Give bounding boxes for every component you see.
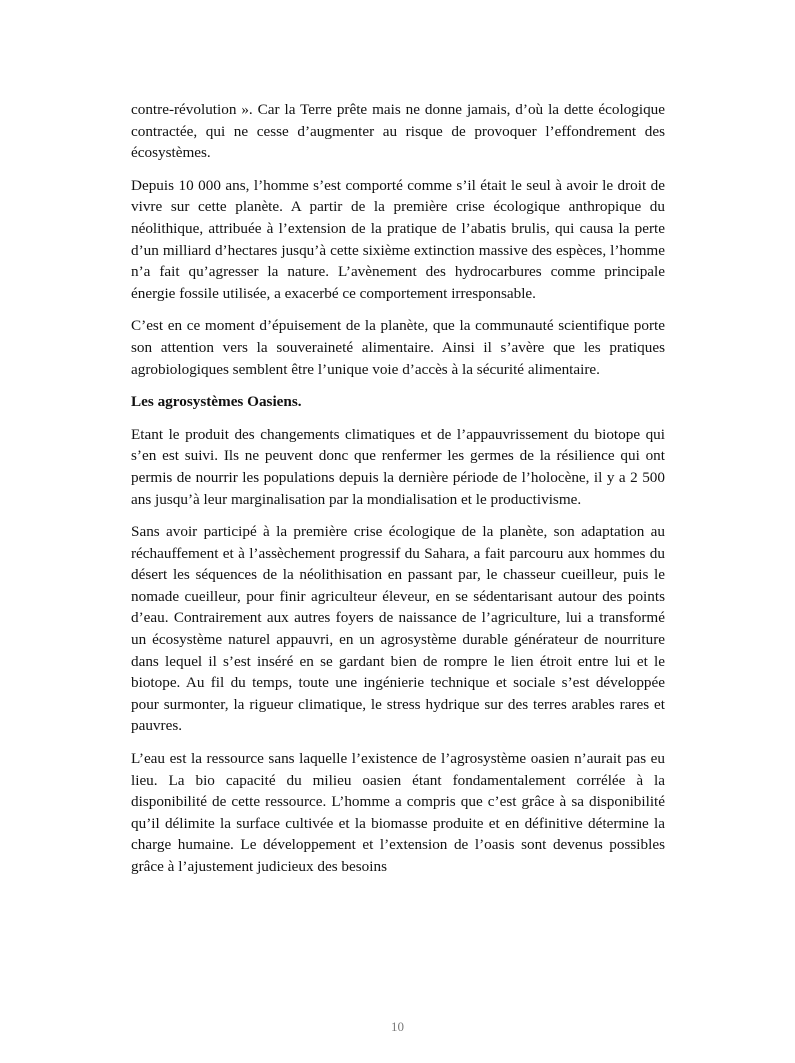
paragraph-epuisement-planete: C’est en ce moment d’épuisement de la planète, que la communauté scientifique porte son attention vers la souveraineté alimentaire. Ainsi il s’avère que les pratiques agrobiologiques semblent être l’unique voie d’accès à la sécurité alimentaire.	[131, 317, 665, 378]
paragraph-sans-avoir-participe: Sans avoir participé à la première crise écologique de la planète, son adaptation au réchauffement et à l’assèchement progressif du Sahara, a fait parcouru aux hommes du désert les séquences de la néolithisation en passant par, le chasseur cueilleur, puis le nomade cueilleur, pour finir agriculteur éleveur, en se sédentarisant autour des points d’eau. Contrairement aux autres foyers de naissance de l’agriculture, lui a transformé un écosystème naturel appauvri, en un agrosystème durable générateur de nourriture dans lequel il s’est inséré en se gardant bien de rompre le lien étroit entre lui et le biotope. Au fil du temps, toute une ingénierie technique et sociale s’est développée pour surmonter, la rigueur climatique, le stress hydrique sur des terres arables rares et pauvres.	[131, 523, 665, 735]
paragraph-contre-revolution: contre-révolution ». Car la Terre prête mais ne donne jamais, d’où la dette écologique contractée, qui ne cesse d’augmenter au risque de provoquer l’effondrement des écosystèmes.	[131, 101, 665, 162]
paragraph-etant-le-produit: Etant le produit des changements climatiques et de l’appauvrissement du biotope qui s’en est suivi. Ils ne peuvent donc que renfermer les germes de la résilience qui ont permis de nourrir les populations depuis la dernière période de l’holocène, il y a 2 500 ans jusqu’à leur marginalisation par la mondialisation et le productivisme.	[131, 425, 665, 508]
page-number: 10	[391, 1019, 404, 1034]
page-body	[131, 99, 665, 889]
section-heading: Les agrosystèmes Oasiens.	[131, 393, 302, 411]
paragraph-leau-ressource: L’eau est la ressource sans laquelle l’existence de l’agrosystème oasien n’aurait pas eu lieu. La bio capacité du milieu oasien étant fondamentalement corrélée à la disponibilité de cette ressource. L’homme a compris que c’est grâce à sa disponibilité qu’il délimite la surface cultivée et la biomasse produite et en définitive détermine la charge humaine. Le développement et l’extension de l’oasis sont devenus possibles grâce à l’ajustement judicieux des besoins	[131, 750, 665, 875]
paragraph-depuis-10000-ans: Depuis 10 000 ans, l’homme s’est comporté comme s’il était le seul à avoir le droit de vivre sur cette planète. A partir de la première crise écologique anthropique du néolithique, attribuée à l’extension de la pratique de l’abatis brulis, qui causa la perte d’un milliard d’hectares jusqu’à cette sixième extinction massive des espèces, l’homme n’a fait qu’agresser la nature. L’avènement des hydrocarbures comme principale énergie fossile utilisée, a exacerbé ce comportement irresponsable.	[131, 176, 665, 302]
